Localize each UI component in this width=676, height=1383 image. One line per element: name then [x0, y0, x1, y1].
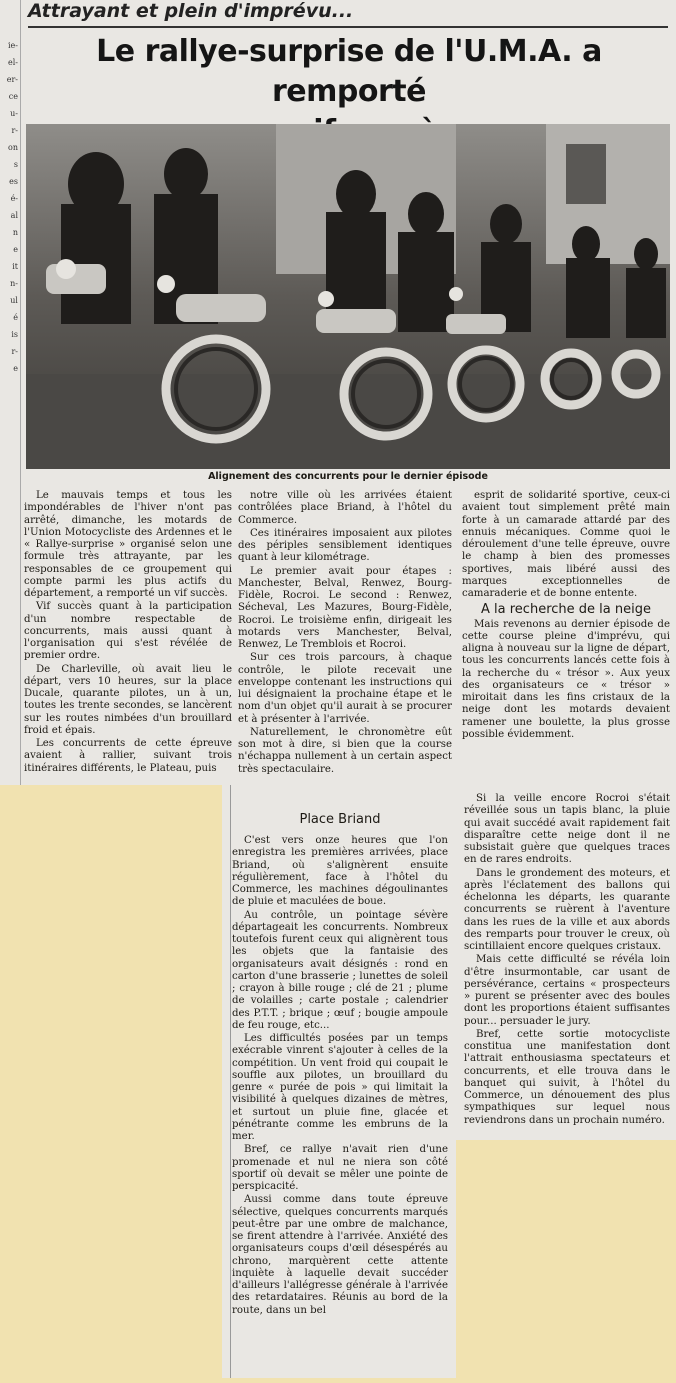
col1-paragraph: Le mauvais temps et tous les impondérables de l'hiver n'ont pas arrêté, dimanche, les motards de l'Union Motocycliste des Ardennes et le « Rallye-surprise » organisé selon une formule très attrayante, par les responsables de ce groupement qui compte parmi les plus actifs du département, a remporté un vif succès. — [24, 490, 232, 599]
edge-fragment: e — [13, 364, 18, 373]
edge-fragment: es — [9, 177, 18, 186]
col2-paragraph: Le premier avait pour étapes : Manchester, Belval, Renwez, Bourg-Fidèle, Rocroi. Le second : Renwez, Sécheval, Les Mazures, Bourg-Fidèle, Rocroi. Le troisième enfin, dirigeait les motards vers Manchester, Belval, Renwez, Le Tremblois et Rocroi. — [238, 565, 452, 650]
center-clipping-edge — [222, 785, 231, 1378]
column-4 — [232, 835, 448, 1318]
edge-fragment: n — [12, 228, 18, 237]
previous-article-edge — [0, 0, 21, 785]
edge-fragment: s — [13, 160, 18, 169]
column-3 — [462, 490, 670, 742]
col2-paragraph: Ces itinéraires imposaient aux pilotes des périples sensiblement identiques quant à leur kilométrage. — [238, 527, 452, 564]
subhead-place-briand: Place Briand — [299, 812, 381, 827]
edge-fragment: is — [11, 330, 18, 339]
edge-fragment: ul — [10, 296, 18, 305]
edge-fragment: u- — [10, 109, 18, 118]
col3b-paragraph: Mais revenons au dernier épisode de cette course pleine d'imprévu, qui aligna à nouveau sur la ligne de départ, tous les concurrents lancés cette fois à la recherche du « trésor ». Aux yeux des organisateurs ce « trésor » miroitait dans les fins cristaux de la neige dont les motards devaient ramener une boulette, la plus grosse possible évidemment. — [462, 618, 670, 740]
col4-paragraph: Les difficultés posées par un temps exécrable vinrent s'ajouter à celles de la compétition. Un vent froid qui coupait le souffle aux pilotes, un brouillard du genre « purée de pois » qui limitait la visibilité à quelques dizaines de mètres, et surtout un pluie fine, glacée et pénétrante comme les embruns de la mer. — [232, 1033, 448, 1142]
column-1 — [24, 490, 232, 776]
column-2 — [238, 490, 452, 777]
col5-paragraph: Bref, cette sortie motocycliste constitua une manifestation dont l'attrait enthousiasma spectateurs et concurrents, et elle trouva dans le banquet qui suivit, à l'hôtel du Commerce, un dénouement des plus sympathiques sur lequel nous reviendrons dans un prochain numéro. — [464, 1028, 670, 1126]
photo-caption: Alignement des concurrents pour le dernier épisode — [208, 471, 488, 482]
col5-paragraph: Mais cette difficulté se révéla loin d'être insurmontable, car usant de persévérance, certains « prospecteurs » purent se présenter avec des boules dont les proportions étaient suffisantes pour... persuader le jury. — [464, 954, 670, 1027]
edge-fragment: r- — [11, 126, 18, 135]
kicker: Attrayant et plein d'imprévu... — [28, 0, 354, 22]
col4-paragraph: Aussi comme dans toute épreuve sélective, quelques concurrents marqués peut-être par une ombre de malchance, se firent attendre à l'arrivée. Anxiété des organisateurs coups d'œil désespérés au chrono, marquèrent cette attente inquiète à laquelle devait succéder d'ailleurs l'allégresse générale à l'arrivée des retardataires. Réunis au bord de la route, dans un bel — [232, 1194, 448, 1316]
edge-fragment: ce — [8, 92, 18, 101]
photo-motorcycles — [26, 124, 670, 469]
col1-paragraph: Les concurrents de cette épreuve avaient à rallier, suivant trois itinéraires différents, le Plateau, puis — [24, 738, 232, 774]
edge-fragment: é- — [10, 194, 18, 203]
kicker-rule — [28, 26, 668, 28]
edge-fragment: er- — [6, 75, 18, 84]
edge-fragment: it — [12, 262, 18, 271]
edge-fragment: on — [8, 143, 18, 152]
col5-paragraph: Dans le grondement des moteurs, et après l'éclatement des ballons qui échelonna les départs, les quarante concurrents se ruèrent à l'aventure dans les rues de la ville et aux abords des remparts pour trouver le creux, où scintillaient encore quelques cristaux. — [464, 867, 670, 952]
column-5 — [464, 793, 670, 1128]
col4-paragraph: Bref, ce rallye n'avait rien d'une promenade et nul ne niera son côté sportif où devait se mêler une pointe de perspicacité. — [232, 1144, 448, 1192]
col3-paragraph: esprit de solidarité sportive, ceux-ci avaient tout simplement prêté main forte à un camarade attardé par des ennuis mécaniques. Comme quoi le déroulement d'une telle épreuve, ouvre le champ à bien des promesses sportives, mais libéré aussi des marques exceptionnelles de camaraderie et de bonne entente. — [462, 490, 670, 599]
col2-paragraph: Sur ces trois parcours, à chaque contrôle, le pilote recevait une enveloppe contenant les instructions qui lui désignaient la prochaine étape et le nom d'un objet qu'il aurait à se procurer et à présenter à l'arrivée. — [238, 652, 452, 725]
subhead-recherche-neige: A la recherche de la neige — [481, 602, 651, 618]
col4-paragraph: C'est vers onze heures que l'on enregistra les premières arrivées, place Briand, où s'alignèrent ensuite régulièrement, face à l'hôtel du Commerce, les machines dégoulinantes de pluie et maculées de boue. — [232, 835, 448, 908]
edge-fragment: ie- — [8, 41, 18, 50]
col2-paragraph: notre ville où les arrivées étaient contrôlées place Briand, à l'hôtel du Commerce. — [238, 490, 452, 526]
headline-line-1: Le rallye-surprise de l'U.M.A. a remporté — [96, 34, 602, 109]
edge-fragment: é — [13, 313, 18, 322]
edge-fragment: r- — [11, 347, 18, 356]
edge-fragment: al — [10, 211, 18, 220]
col1-paragraph: Vif succès quant à la participation d'un nombre respectable de concurrents, mais aussi quant à l'organisation qui s'est révélée de premier ordre. — [24, 601, 232, 662]
col5-paragraph: Si la veille encore Rocroi s'était réveillée sous un tapis blanc, la pluie qui avait succédé avait rapidement fait disparaître cette neige dont il ne subsistait guère que quelques traces en de rares endroits. — [464, 793, 670, 866]
col2-paragraph: Naturellement, le chronomètre eût son mot à dire, si bien que la course n'échappa nullement à un certain aspect très spectaculaire. — [238, 726, 452, 775]
col4-paragraph: Au contrôle, un pointage sévère départageait les concurrents. Nombreux toutefois furent ceux qui alignèrent tous les objets que la fantaisie des organisateurs avait désignés : rond en carton d'une brasserie ; lunettes de soleil ; crayon à bille rouge ; clé de 21 ; plume de volailles ; carte postale ; calendrier des P.T.T. ; brique ; œuf ; bougie ampoule de feu rouge, etc... — [232, 909, 448, 1031]
edge-fragment: el- — [8, 58, 18, 67]
edge-fragment: e — [13, 245, 18, 254]
col1-paragraph: De Charleville, où avait lieu le départ, vers 10 heures, sur la place Ducale, quarante pilotes, un à un, toutes les trente secondes, se lancèrent sur les routes nimbées d'un brouillard froid et épais. — [24, 663, 232, 736]
edge-fragment: n- — [10, 279, 18, 288]
